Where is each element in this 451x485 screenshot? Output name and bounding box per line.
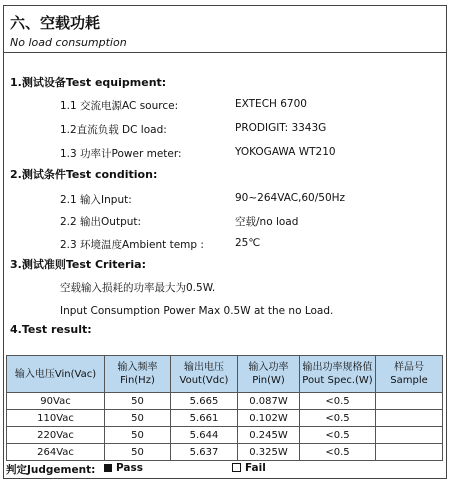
- criteria-text-cn: 空载输入损耗的功率最大为0.5W.: [60, 282, 216, 294]
- header-sample: 样品号Sample: [376, 356, 443, 393]
- header-pout-spec: 输出功率规格值 Pout Spec.(W): [300, 356, 376, 393]
- cell-vout: 5.644: [171, 427, 238, 444]
- pass-label: Pass: [116, 462, 143, 474]
- cell-pout-spec: <0.5: [300, 410, 376, 427]
- criteria-text-en: Input Consumption Power Max 0.5W at the no Load.: [60, 305, 334, 317]
- equipment-heading: 1.测试设备Test equipment:: [10, 76, 167, 89]
- cell-vin: 110Vac: [7, 410, 105, 427]
- condition-value: 25℃: [235, 237, 261, 249]
- condition-label: 2.1 输入Input:: [60, 194, 132, 206]
- pass-option: [104, 462, 143, 474]
- title-divider: [4, 52, 446, 53]
- table-row: [7, 427, 443, 444]
- cell-pin: 0.102W: [238, 410, 300, 427]
- fail-option: [232, 462, 266, 474]
- cell-pin: 0.325W: [238, 444, 300, 461]
- cell-pout-spec: <0.5: [300, 393, 376, 410]
- cell-vin: 90Vac: [7, 393, 105, 410]
- cell-pin: 0.245W: [238, 427, 300, 444]
- cell-vout: 5.661: [171, 410, 238, 427]
- equipment-label: 1.3 功率计Power meter:: [60, 148, 182, 160]
- criteria-heading: 3.测试准则Test Criteria:: [10, 258, 146, 271]
- equipment-label: 1.2直流负载 DC load:: [60, 124, 167, 136]
- cell-pin: 0.087W: [238, 393, 300, 410]
- cell-vin: 264Vac: [7, 444, 105, 461]
- condition-label: 2.3 环境温度Ambient temp :: [60, 239, 204, 251]
- judgement-label: 判定Judgement:: [6, 464, 96, 476]
- condition-heading: 2.测试条件Test condition:: [10, 168, 158, 181]
- cell-sample: [376, 410, 443, 427]
- equipment-value: EXTECH 6700: [235, 98, 307, 110]
- fail-checkbox-icon: [232, 463, 241, 472]
- cell-pout-spec: <0.5: [300, 427, 376, 444]
- header-vin: 输入电压Vin(Vac): [7, 356, 105, 393]
- cell-fin: 50: [105, 444, 171, 461]
- section-subtitle: No load consumption: [10, 36, 127, 49]
- result-heading: 4.Test result:: [10, 323, 92, 336]
- table-row: [7, 444, 443, 461]
- equipment-value: YOKOGAWA WT210: [235, 146, 336, 158]
- cell-vin: 220Vac: [7, 427, 105, 444]
- cell-fin: 50: [105, 427, 171, 444]
- table-header-row: [7, 356, 443, 393]
- result-table: [6, 355, 443, 461]
- table-row: [7, 410, 443, 427]
- condition-value: 空载/no load: [235, 216, 299, 228]
- condition-label: 2.2 输出Output:: [60, 216, 142, 228]
- cell-vout: 5.665: [171, 393, 238, 410]
- table-row: [7, 393, 443, 410]
- cell-vout: 5.637: [171, 444, 238, 461]
- pass-checkbox-icon: [104, 464, 112, 472]
- header-vout: 输出电压 Vout(Vdc): [171, 356, 238, 393]
- cell-sample: [376, 427, 443, 444]
- cell-fin: 50: [105, 393, 171, 410]
- cell-pout-spec: <0.5: [300, 444, 376, 461]
- cell-fin: 50: [105, 410, 171, 427]
- judgement-row: [6, 462, 266, 477]
- condition-value: 90~264VAC,60/50Hz: [235, 192, 346, 204]
- header-pin: 输入功率 Pin(W): [238, 356, 300, 393]
- equipment-value: PRODIGIT: 3343G: [235, 122, 327, 134]
- cell-sample: [376, 444, 443, 461]
- cell-sample: [376, 393, 443, 410]
- section-title: 六、空载功耗: [10, 14, 101, 32]
- equipment-label: 1.1 交流电源AC source:: [60, 100, 179, 112]
- header-fin: 输入频率 Fin(Hz): [105, 356, 171, 393]
- fail-label: Fail: [245, 462, 266, 474]
